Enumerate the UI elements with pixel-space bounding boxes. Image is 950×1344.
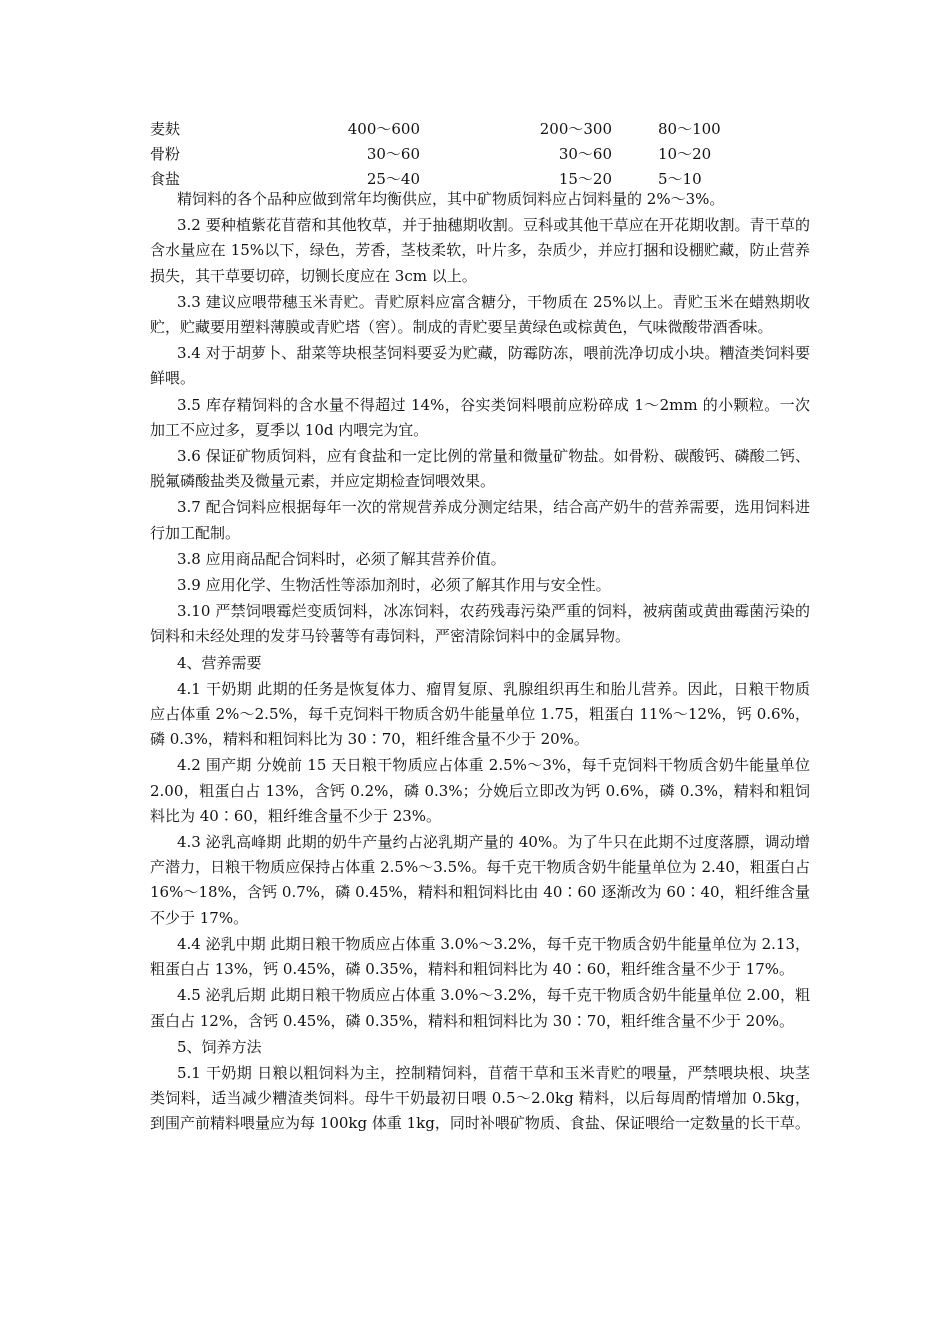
value-col-3: 5～10 bbox=[658, 170, 702, 188]
paragraph: 4.4 泌乳中期 此期日粮干物质应占体重 3.0%～3.2%，每千克干物质含奶牛能量单位为 2.13，粗蛋白占 13%，钙 0.45%，磷 0.35%，精料和粗饲料比为 40∶60，粗纤维含量不少于 17%。 bbox=[150, 934, 810, 979]
paragraph: 3.9 应用化学、生物活性等添加剂时，必须了解其作用与安全性。 bbox=[177, 576, 611, 595]
paragraph: 3.3 建议应喂带穗玉米青贮。青贮原料应富含糖分，干物质在 25%以上。青贮玉米在蜡熟期收贮，贮藏要用塑料薄膜或青贮塔（窖）。制成的青贮要呈黄绿色或棕黄色，气味微酸带酒香味。 bbox=[150, 292, 810, 337]
paragraph: 5.1 干奶期 日粮以粗饲料为主，控制精饲料，苜蓿干草和玉米青贮的喂量，严禁喂块根、块茎类饲料，适当减少糟渣类饲料。母牛干奶最初日喂 0.5～2.0kg 精料，以后每周酌情增加 0.5kg，到围产前精料喂量应为每 100kg 体重 1kg，同时补喂矿物质、食盐、保证喂给一定数量的长干草。 bbox=[150, 1063, 810, 1133]
value-col-2: 15～20 bbox=[558, 170, 612, 188]
section-heading: 4、营养需要 bbox=[177, 653, 262, 672]
value-col-2: 30～60 bbox=[558, 145, 612, 163]
value-col-3: 10～20 bbox=[658, 145, 712, 163]
paragraph: 3.4 对于胡萝卜、甜菜等块根茎饲料要妥为贮藏，防霉防冻，喂前洗净切成小块。糟渣类饲料要鲜喂。 bbox=[150, 344, 810, 388]
paragraph: 3.5 库存精饲料的含水量不得超过 14%，谷实类饲料喂前应粉碎成 1～2mm 的小颗粒。一次加工不应过多，夏季以 10d 内喂完为宜。 bbox=[150, 395, 810, 439]
feed-name: 食盐 bbox=[150, 170, 181, 188]
paragraph: 4.3 泌乳高峰期 此期的奶牛产量约占泌乳期产量的 40%。为了牛只在此期不过度落膘，调动增产潜力，日粮干物质应保持占体重 2.5%～3.5%。每千克干物质含奶牛能量单位为 2.40，粗蛋白占 16%～18%，含钙 0.7%，磷 0.45%，精料和粗饲料比由 40∶60 逐渐改为 60∶40，粗纤维含量不少于 17%。 bbox=[150, 833, 810, 927]
body-text bbox=[150, 187, 810, 1138]
paragraph: 3.7 配合饲料应根据每年一次的常规营养成分测定结果，结合高产奶牛的营养需要，选用饲料进行加工配制。 bbox=[150, 498, 810, 542]
table-row bbox=[150, 118, 750, 140]
paragraph: 4.2 围产期 分娩前 15 天日粮干物质应占体重 2.5%～3%，每千克饲料干物质含奶牛能量单位 2.00，粗蛋白占 13%，含钙 0.2%，磷 0.3%；分娩后立即改为钙 0.6%，磷 0.3%，精料和粗饲料比为 40∶60，粗纤维含量不少于 23%。 bbox=[150, 756, 810, 825]
paragraph: 3.10 严禁饲喂霉烂变质饲料，冰冻饲料，农药残毒污染严重的饲料，被病菌或黄曲霉菌污染的饲料和未经处理的发芽马铃薯等有毒饲料，严密清除饲料中的金属异物。 bbox=[150, 602, 810, 646]
paragraph: 4.5 泌乳后期 此期日粮干物质应占体重 3.0%～3.2%，每千克干物质含奶牛能量单位 2.00，粗蛋白占 12%，含钙 0.45%，磷 0.35%，精料和粗饲料比为 30∶70，粗纤维含量不少于 20%。 bbox=[150, 986, 810, 1030]
value-col-2: 200～300 bbox=[539, 120, 612, 138]
paragraph: 3.6 保证矿物质饲料，应有食盐和一定比例的常量和微量矿物盐。如骨粉、碳酸钙、磷酸二钙、脱氟磷酸盐类及微量元素，并应定期检查饲喂效果。 bbox=[150, 447, 810, 491]
feed-name: 麦麸 bbox=[150, 120, 181, 138]
paragraph: 3.2 要种植紫花苜蓿和其他牧草，并于抽穗期收割。豆科或其他干草应在开花期收割。青干草的含水量应在 15%以下，绿色，芳香，茎枝柔软，叶片多，杂质少，并应打捆和设棚贮藏，防止营养损失，其干草要切碎，切铡长度应在 3cm 以上。 bbox=[150, 216, 810, 285]
value-col-1: 30～60 bbox=[366, 145, 420, 163]
paragraph: 精饲料的各个品种应做到常年均衡供应，其中矿物质饲料应占饲料量的 2%～3%。 bbox=[177, 190, 725, 208]
section-heading: 5、饲养方法 bbox=[177, 1037, 262, 1056]
paragraph: 3.8 应用商品配合饲料时，必须了解其营养价值。 bbox=[177, 549, 506, 568]
value-col-1: 400～600 bbox=[347, 120, 420, 138]
paragraph: 4.1 干奶期 此期的任务是恢复体力、瘤胃复原、乳腺组织再生和胎儿营养。因此，日粮干物质应占体重 2%～2.5%，每千克饲料干物质含奶牛能量单位 1.75，粗蛋白 11%～12%，钙 0.6%，磷 0.3%，精料和粗饲料比为 30∶70，粗纤维含量不少于 20%。 bbox=[150, 679, 810, 749]
value-col-3: 80～100 bbox=[658, 120, 721, 138]
table-row bbox=[150, 143, 750, 165]
feed-name: 骨粉 bbox=[150, 145, 181, 163]
value-col-1: 25～40 bbox=[366, 170, 420, 188]
